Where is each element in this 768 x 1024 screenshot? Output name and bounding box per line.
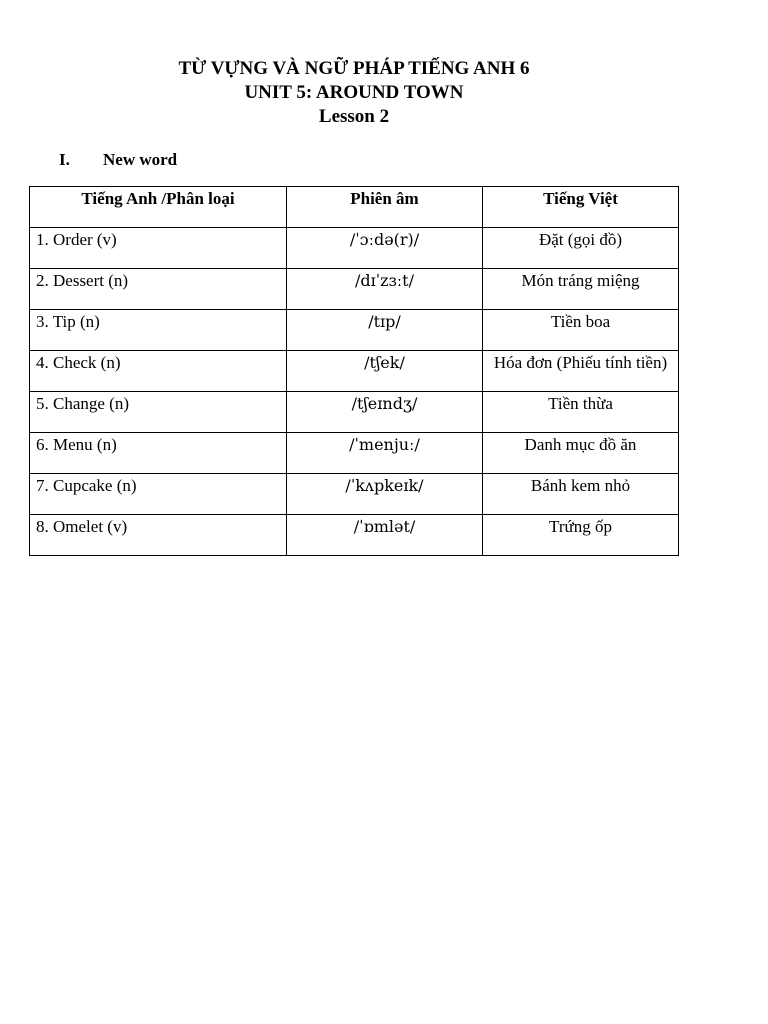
document-title xyxy=(0,57,708,129)
cell-vietnamese: Đặt (gọi đồ) xyxy=(483,228,679,269)
cell-vietnamese: Tiền thừa xyxy=(483,392,679,433)
section-title: New word xyxy=(103,150,178,169)
vocabulary-table xyxy=(29,186,679,556)
cell-vietnamese: Danh mục đồ ăn xyxy=(483,433,679,474)
cell-english: 7. Cupcake (n) xyxy=(30,474,287,515)
section-number: I. xyxy=(59,150,70,169)
cell-english: 6. Menu (n) xyxy=(30,433,287,474)
table-row xyxy=(30,433,679,474)
cell-pronunciation: /ˈkʌpkeɪk/ xyxy=(287,474,483,515)
table-row xyxy=(30,392,679,433)
cell-pronunciation: /tʃeɪndʒ/ xyxy=(287,392,483,433)
cell-english: 1. Order (v) xyxy=(30,228,287,269)
title-line-lesson: Lesson 2 xyxy=(318,106,390,127)
cell-english: 8. Omelet (v) xyxy=(30,515,287,556)
header-english: Tiếng Anh /Phân loại xyxy=(30,187,287,228)
table-row xyxy=(30,351,679,392)
table-row xyxy=(30,310,679,351)
cell-pronunciation: /tʃek/ xyxy=(287,351,483,392)
table-row xyxy=(30,474,679,515)
cell-vietnamese: Trứng ốp xyxy=(483,515,679,556)
table-header-row xyxy=(30,187,679,228)
table-row xyxy=(30,269,679,310)
cell-pronunciation: /dɪˈzɜːt/ xyxy=(287,269,483,310)
cell-english: 2. Dessert (n) xyxy=(30,269,287,310)
cell-vietnamese: Món tráng miệng xyxy=(483,269,679,310)
cell-pronunciation: /ˈmenjuː/ xyxy=(287,433,483,474)
header-vietnamese: Tiếng Việt xyxy=(483,187,679,228)
cell-vietnamese: Hóa đơn (Phiếu tính tiền) xyxy=(483,351,679,392)
section-heading xyxy=(59,149,177,171)
cell-english: 3. Tip (n) xyxy=(30,310,287,351)
cell-english: 4. Check (n) xyxy=(30,351,287,392)
cell-vietnamese: Bánh kem nhỏ xyxy=(483,474,679,515)
table-row xyxy=(30,228,679,269)
title-line-subject: TỪ VỰNG VÀ NGỮ PHÁP TIẾNG ANH 6 xyxy=(178,58,530,79)
table-row xyxy=(30,515,679,556)
title-line-unit: UNIT 5: AROUND TOWN xyxy=(244,82,464,103)
cell-vietnamese: Tiền boa xyxy=(483,310,679,351)
cell-pronunciation: /ˈɔːdə(r)/ xyxy=(287,228,483,269)
cell-pronunciation: /ˈɒmlət/ xyxy=(287,515,483,556)
cell-english: 5. Change (n) xyxy=(30,392,287,433)
header-pronunciation: Phiên âm xyxy=(287,187,483,228)
cell-pronunciation: /tɪp/ xyxy=(287,310,483,351)
